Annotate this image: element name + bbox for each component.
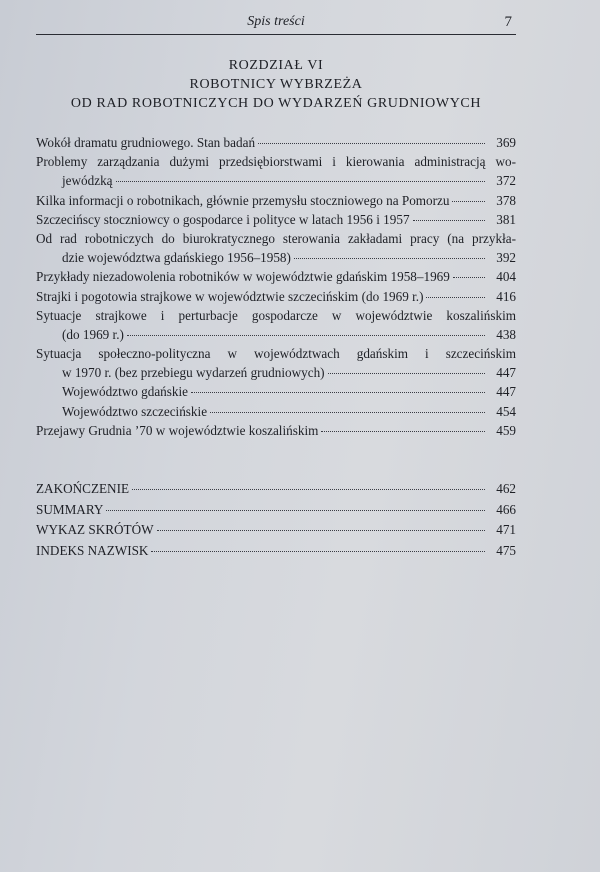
toc-entry-page: 438 (496, 326, 516, 342)
back-matter-page: 475 (496, 542, 516, 558)
toc-entry (36, 421, 516, 440)
toc-entry-title: jewódzką (62, 173, 113, 189)
toc-entry-title: Strajki i pogotowia strajkowe w województwie szczecińskim (do 1969 r.) (36, 288, 424, 304)
toc-entry-title: Przejawy Grudnia ’70 w województwie koszalińskim (36, 422, 319, 438)
toc-entry (36, 210, 516, 229)
leader-dots (413, 220, 485, 221)
toc-entry (36, 344, 516, 382)
toc-entry-page: 369 (496, 135, 516, 150)
leader-dots (127, 335, 485, 336)
toc-entry-title: dzie województwa gdańskiego 1956–1958) (62, 250, 291, 266)
back-matter-page: 471 (496, 522, 516, 537)
toc-entry-page: 392 (496, 250, 516, 266)
page-number: 7 (504, 14, 512, 30)
leader-dots (151, 551, 485, 552)
leader-dots (258, 143, 485, 144)
leader-dots (157, 530, 485, 531)
toc-entry-title: (do 1969 r.) (62, 326, 124, 342)
leader-dots (426, 297, 485, 298)
toc-entry (36, 306, 516, 344)
chapter-title-line-2: OD RAD ROBOTNICZYCH DO WYDARZEŃ GRUDNIOWYCH (70, 96, 482, 111)
chapter-title-line-1: ROBOTNICY WYBRZEŻA (189, 77, 363, 92)
toc-entry-title: Szczecińscy stoczniowcy o gospodarce i polityce w latach 1956 i 1957 (36, 211, 410, 227)
leader-dots (132, 489, 485, 490)
table-of-contents (36, 133, 516, 440)
back-matter-entry (36, 500, 516, 521)
toc-entry (36, 229, 516, 267)
toc-entry-page: 404 (496, 269, 516, 285)
back-matter-entry (36, 541, 516, 562)
toc-entry (36, 191, 516, 210)
toc-entry-page: 447 (496, 384, 516, 400)
leader-dots (453, 277, 485, 278)
leader-dots (328, 373, 485, 374)
back-matter-entry (36, 479, 516, 500)
toc-entry-title-line-1: Od rad robotniczych do biurokratycznego sterowania zakładami pracy (na przykła- (36, 230, 516, 246)
running-head (36, 12, 516, 35)
toc-entry-title-line-1: Problemy zarządzania dużymi przedsiębiorstwami i kierowania administracją wo- (36, 154, 516, 170)
toc-entry-title: w 1970 r. (bez przebiegu wydarzeń grudniowych) (62, 365, 325, 381)
toc-entry-page: 447 (496, 365, 516, 381)
back-matter-page: 466 (496, 501, 516, 517)
toc-entry (36, 152, 516, 190)
toc-subentry (36, 402, 516, 421)
leader-dots (106, 510, 485, 511)
back-matter-title: SUMMARY (36, 501, 104, 517)
leader-dots (116, 181, 485, 182)
toc-entry-page: 378 (496, 192, 516, 208)
toc-entry-title: Województwo szczecińskie (62, 403, 208, 419)
toc-entry-page: 381 (496, 211, 516, 227)
toc-entry-title-line-1: Sytuacje strajkowe i perturbacje gospodarcze w województwie koszalińskim (36, 307, 516, 323)
back-matter-title: WYKAZ SKRÓTÓW (36, 522, 154, 537)
leader-dots (321, 431, 485, 432)
toc-entry (36, 133, 516, 152)
toc-entry-title: Kilka informacji o robotnikach, głównie przemysłu stoczniowego na Pomorzu (36, 192, 450, 208)
toc-entry-title: Przykłady niezadowolenia robotników w województwie gdańskim 1958–1969 (36, 269, 450, 285)
leader-dots (294, 258, 485, 259)
back-matter-title: INDEKS NAZWISK (36, 542, 149, 558)
toc-entry-title: Wokół dramatu grudniowego. Stan badań (36, 135, 256, 150)
toc-entry-page: 454 (496, 403, 516, 419)
toc-subentry (36, 382, 516, 401)
back-matter-list (36, 479, 516, 561)
toc-entry-title-line-1: Sytuacja społeczno-polityczna w województwach gdańskim i szczecińskim (36, 346, 516, 362)
toc-entry (36, 287, 516, 306)
toc-entry-page: 372 (496, 173, 516, 189)
back-matter-title: ZAKOŃCZENIE (36, 481, 130, 496)
leader-dots (210, 412, 485, 413)
toc-entry (36, 267, 516, 286)
back-matter-page: 462 (496, 481, 516, 496)
leader-dots (191, 392, 485, 393)
chapter-heading (36, 56, 516, 113)
leader-dots (452, 201, 485, 202)
back-matter-entry (36, 520, 516, 541)
toc-entry-page: 416 (496, 288, 516, 304)
toc-entry-title: Województwo gdańskie (62, 384, 189, 400)
toc-entry-page: 459 (496, 422, 516, 438)
running-head-title: Spis treści (247, 14, 305, 29)
chapter-label: ROZDZIAŁ VI (228, 58, 324, 73)
